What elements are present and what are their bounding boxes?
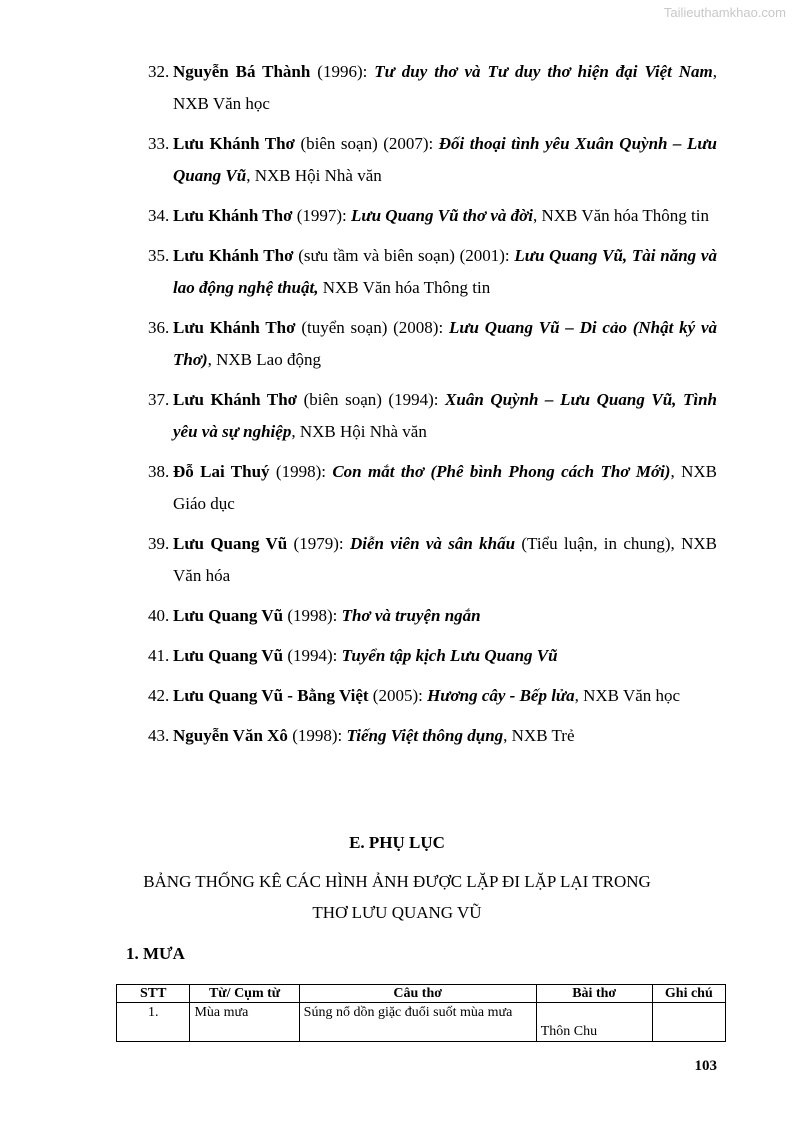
reference-item [148, 384, 717, 448]
reference-list [148, 56, 717, 760]
reference-number: 35. [148, 246, 170, 265]
reference-title: Tư duy thơ và Tư duy thơ hiện đại Việt Nam [374, 62, 713, 81]
table-caption-line1: BẢNG THỐNG KÊ CÁC HÌNH ẢNH ĐƯỢC LẶP ĐI LẶP LẠI TRONG [143, 872, 651, 891]
column-header-verse: Câu thơ [299, 985, 536, 1003]
reference-item [148, 720, 717, 752]
reference-author: Lưu Quang Vũ [173, 646, 284, 665]
reference-number: 37. [148, 390, 170, 409]
reference-title: Con mắt thơ (Phê bình Phong cách Thơ Mới) [332, 462, 671, 481]
reference-author: Nguyễn Văn Xô [173, 726, 288, 745]
reference-item [148, 312, 717, 376]
reference-title: Lưu Quang Vũ, Tài năng và lao động nghệ thuật, [173, 246, 717, 297]
reference-meta: (1997): [292, 206, 352, 225]
reference-title: Diễn viên và sân khấu [349, 534, 516, 553]
reference-meta: (2005): [368, 686, 428, 705]
reference-item [148, 680, 717, 712]
watermark: Tailieuthamkhao.com [663, 5, 786, 20]
reference-item [148, 128, 717, 192]
cell-note [652, 1003, 725, 1042]
reference-author: Lưu Khánh Thơ [173, 134, 295, 153]
reference-number: 43. [148, 726, 170, 745]
reference-publisher: , NXB Văn học [173, 62, 718, 113]
reference-title: Đối thoại tình yêu Xuân Quỳnh – Lưu Quang Vũ [173, 134, 717, 185]
page-number: 103 [694, 1058, 717, 1074]
reference-publisher: , NXB Trẻ [503, 726, 575, 745]
section-subheading: 1. MƯA [126, 944, 185, 963]
table-header-row [117, 985, 726, 1003]
reference-meta: (biên soạn) (2007): [294, 134, 439, 153]
reference-item [148, 600, 717, 632]
reference-publisher: , NXB Lao động [207, 350, 321, 369]
cell-stt: 1. [117, 1003, 190, 1042]
reference-number: 36. [148, 318, 170, 337]
reference-title: Tiếng Việt thông dụng [346, 726, 504, 745]
reference-author: Lưu Quang Vũ [173, 606, 284, 625]
reference-number: 41. [148, 646, 170, 665]
column-header-poem: Bài thơ [536, 985, 652, 1003]
cell-poem: Thôn Chu [536, 1003, 652, 1042]
reference-author: Lưu Quang Vũ - Bằng Việt [173, 686, 369, 705]
reference-author: Lưu Khánh Thơ [173, 390, 298, 409]
reference-meta: (biên soạn) (1994): [297, 390, 446, 409]
reference-number: 33. [148, 134, 170, 153]
reference-number: 40. [148, 606, 170, 625]
reference-publisher: (Tiểu luận, in chung), NXB Văn hóa [173, 534, 718, 585]
reference-author: Lưu Khánh Thơ [173, 318, 296, 337]
reference-publisher: , NXB Hội Nhà văn [291, 422, 427, 441]
table-caption-line2: THƠ LƯU QUANG VŨ [312, 903, 482, 922]
reference-meta: (1994): [283, 646, 342, 665]
reference-publisher: NXB Văn hóa Thông tin [318, 278, 491, 297]
reference-meta: (tuyển soạn) (2008): [295, 318, 449, 337]
reference-title: Lưu Quang Vũ thơ và đời [351, 206, 533, 225]
reference-title: Xuân Quỳnh – Lưu Quang Vũ, Tình yêu và sự nghiệp [173, 390, 717, 441]
column-header-word: Từ/ Cụm từ [190, 985, 299, 1003]
reference-author: Nguyễn Bá Thành [173, 62, 311, 81]
cell-verse: Súng nổ dồn giặc đuổi suốt mùa mưa [299, 1003, 536, 1042]
reference-item [148, 240, 717, 304]
reference-title: Lưu Quang Vũ – Di cảo (Nhật ký và Thơ) [173, 318, 717, 369]
reference-publisher: , NXB Hội Nhà văn [246, 166, 382, 185]
reference-publisher: , NXB Giáo dục [173, 462, 717, 513]
reference-meta: (1998): [269, 462, 333, 481]
reference-title: Hương cây - Bếp lửa [427, 686, 575, 705]
column-header-note: Ghi chú [652, 985, 725, 1003]
reference-author: Lưu Quang Vũ [173, 534, 288, 553]
reference-title: Thơ và truyện ngắn [341, 606, 481, 625]
reference-meta: (1979): [287, 534, 350, 553]
reference-number: 38. [148, 462, 170, 481]
reference-item [148, 456, 717, 520]
reference-author: Lưu Khánh Thơ [173, 246, 294, 265]
cell-word: Mùa mưa [190, 1003, 299, 1042]
reference-number: 34. [148, 206, 170, 225]
column-header-stt: STT [117, 985, 190, 1003]
reference-publisher: , NXB Văn học [574, 686, 681, 705]
reference-meta: (1998): [287, 726, 347, 745]
reference-author: Đỗ Lai Thuý [173, 462, 270, 481]
reference-item [148, 640, 717, 672]
reference-meta: (1998): [283, 606, 342, 625]
reference-item [148, 200, 717, 232]
reference-number: 42. [148, 686, 170, 705]
reference-title: Tuyển tập kịch Lưu Quang Vũ [341, 646, 558, 665]
imagery-table [116, 984, 726, 1042]
table-row [117, 1003, 726, 1042]
reference-meta: (sưu tầm và biên soạn) (2001): [293, 246, 515, 265]
reference-number: 39. [148, 534, 170, 553]
appendix-heading: E. PHỤ LỤC [349, 833, 445, 852]
reference-author: Lưu Khánh Thơ [173, 206, 293, 225]
reference-item [148, 528, 717, 592]
reference-meta: (1996): [310, 62, 375, 81]
reference-number: 32. [148, 62, 170, 81]
reference-publisher: , NXB Văn hóa Thông tin [532, 206, 709, 225]
reference-item [148, 56, 717, 120]
